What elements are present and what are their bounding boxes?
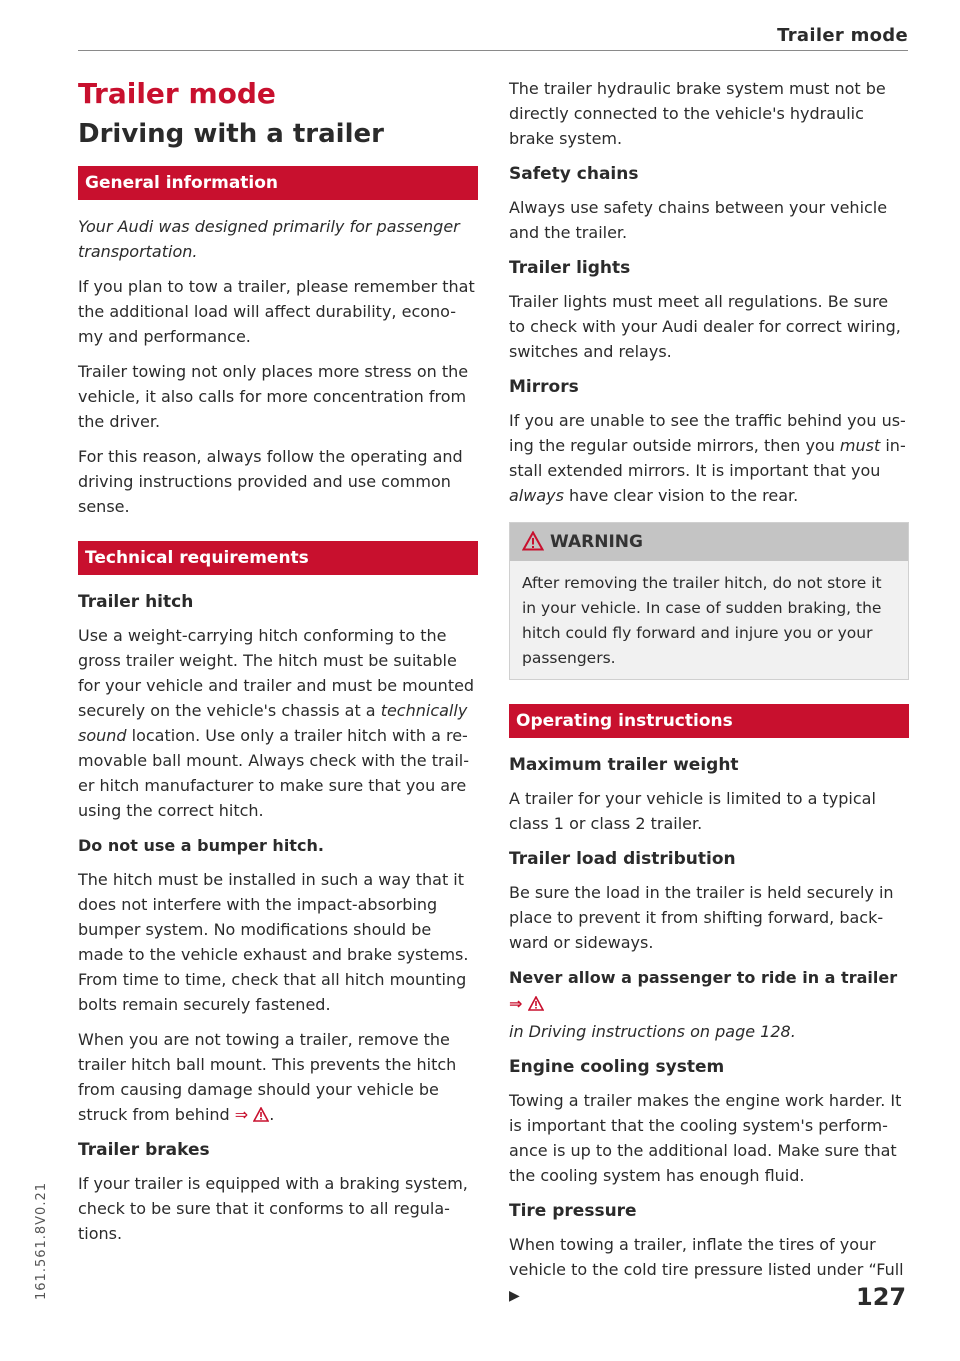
page-reference: in Driving instructions on page 128. bbox=[509, 1022, 796, 1041]
paragraph: Trailer towing not only places more stress on the vehicle, it also calls for more concentration from the driver. bbox=[78, 362, 469, 431]
general-information-heading: General information bbox=[78, 166, 478, 200]
warning-box bbox=[509, 522, 909, 680]
document-code: 161.561.8V0.21 bbox=[34, 1182, 49, 1300]
section-title: Driving with a trailer bbox=[78, 119, 384, 149]
paragraph: If you plan to tow a trailer, please remember that the additional load will affect durability, econo-my and performance. bbox=[78, 277, 475, 346]
mirrors-heading: Mirrors bbox=[509, 377, 579, 397]
operating-instructions-heading: Operating instructions bbox=[509, 704, 909, 738]
paragraph: The trailer hydraulic brake system must not be directly connected to the vehicle's hydraulic brake system. bbox=[509, 79, 886, 148]
paragraph: If your trailer is equipped with a braking system, check to be sure that it conforms to all regula-tions. bbox=[78, 1174, 468, 1243]
paragraph: When you are not towing a trailer, remove the trailer hitch ball mount. This prevents the hitch from causing damage should your vehicle be struck from behind ⇒ . bbox=[78, 1030, 457, 1124]
warning-triangle-icon bbox=[528, 996, 544, 1011]
trailer-hitch-heading: Trailer hitch bbox=[78, 592, 194, 612]
load-distribution-heading: Trailer load distribution bbox=[509, 849, 736, 869]
continue-arrow-icon: ▶ bbox=[509, 1288, 520, 1304]
running-title: Trailer mode bbox=[777, 25, 908, 46]
safety-chains-heading: Safety chains bbox=[509, 164, 639, 184]
paragraph: The hitch must be installed in such a way that it does not interfere with the impact-absorbing bumper system. No modifications should be made to the vehicle exhaust and brake systems. From time to time, check that all hitch mounting bolts remain securely fastened. bbox=[78, 870, 469, 1014]
technical-requirements-heading: Technical requirements bbox=[78, 541, 478, 575]
left-column bbox=[78, 74, 478, 1256]
tire-pressure-text: When towing a trailer, inflate the tires of your vehicle to the cold tire pressure listed under “Full ▶ bbox=[509, 1235, 904, 1304]
paragraph: Towing a trailer makes the engine work harder. It is important that the cooling system's perform-ance is up to the additional load. Make sure that the cooling system has enough fluid. bbox=[509, 1091, 902, 1185]
paragraph: Trailer lights must meet all regulations. Be sure to check with your Audi dealer for correct wiring, switches and relays. bbox=[509, 292, 901, 361]
warning-triangle-icon bbox=[253, 1107, 269, 1122]
page-number: 127 bbox=[856, 1283, 907, 1311]
paragraph: A trailer for your vehicle is limited to a typical class 1 or class 2 trailer. bbox=[509, 789, 876, 833]
paragraph: Be sure the load in the trailer is held securely in place to prevent it from shifting forward, back-ward or sideways. bbox=[509, 883, 894, 952]
chapter-title: Trailer mode bbox=[78, 77, 276, 110]
header-rule bbox=[78, 50, 908, 51]
max-weight-heading: Maximum trailer weight bbox=[509, 755, 739, 775]
mirrors-text: If you are unable to see the traffic behind you us-ing the regular outside mirrors, then you must in-stall extended mirrors. It is important that you always have clear vision to the rear. bbox=[509, 411, 906, 505]
trailer-hitch-text: Use a weight-carrying hitch conforming to the gross trailer weight. The hitch must be suitable for your vehicle and trailer and must be mounted securely on the vehicle's chassis at a technically sound location. Use only a trailer hitch with a re-movable ball mount. Always check with the trail-er hitch manufacturer to make sure that you are using the correct hitch. bbox=[78, 626, 475, 820]
bumper-hitch-heading: Do not use a bumper hitch. bbox=[78, 836, 324, 855]
passenger-warning-heading: Never allow a passenger to ride in a trailer ⇒ bbox=[509, 968, 898, 1013]
paragraph: For this reason, always follow the operating and driving instructions provided and use common sense. bbox=[78, 447, 463, 516]
right-column bbox=[509, 76, 909, 1319]
tire-pressure-heading: Tire pressure bbox=[509, 1201, 637, 1221]
engine-cooling-heading: Engine cooling system bbox=[509, 1057, 725, 1077]
warning-triangle-icon bbox=[522, 531, 544, 551]
arrow-right-icon: ⇒ bbox=[509, 994, 523, 1013]
arrow-right-icon: ⇒ bbox=[234, 1105, 249, 1124]
intro-text: Your Audi was designed primarily for passenger transportation. bbox=[78, 217, 460, 261]
paragraph: Always use safety chains between your vehicle and the trailer. bbox=[509, 198, 888, 242]
warning-title: WARNING bbox=[550, 532, 643, 552]
trailer-brakes-heading: Trailer brakes bbox=[78, 1140, 210, 1160]
trailer-lights-heading: Trailer lights bbox=[509, 258, 631, 278]
warning-header bbox=[510, 523, 908, 561]
warning-text: After removing the trailer hitch, do not store it in your vehicle. In case of sudden braking, the hitch could fly forward and injure you or your passengers. bbox=[522, 574, 882, 667]
